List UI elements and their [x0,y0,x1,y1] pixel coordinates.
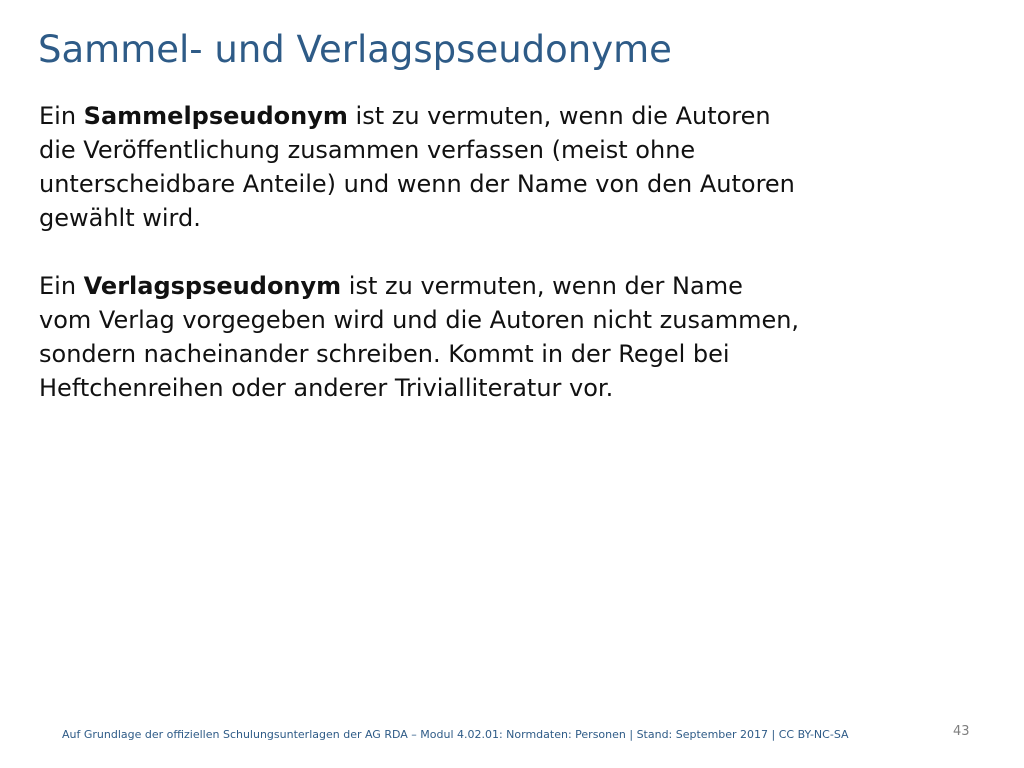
paragraph-line: vom Verlag vorgegeben wird und die Autoren nicht zusammen, [39,306,800,334]
line-text: ist zu vermuten, wenn die Autoren [347,102,771,130]
term-verlagspseudonym: Verlagspseudonym [83,272,342,300]
paragraph-line: unterscheidbare Anteile) und wenn der Name von den Autoren [39,170,795,198]
paragraph-verlagspseudonym [39,269,979,405]
slide-title: Sammel- und Verlagspseudonyme [38,28,672,71]
paragraph-sammelpseudonym [39,99,979,235]
page-number: 43 [953,724,970,739]
paragraph-line: sondern nacheinander schreiben. Kommt in der Regel bei [39,340,730,368]
paragraph-line: die Veröffentlichung zusammen verfassen (meist ohne [39,136,696,164]
line-text: ist zu vermuten, wenn der Name [341,272,743,300]
paragraph-line [39,269,979,303]
term-sammelpseudonym: Sammelpseudonym [83,102,348,130]
line-text: Ein [39,102,84,130]
paragraph-line: gewählt wird. [39,204,201,232]
paragraph-line: Heftchenreihen oder anderer Trivialliteratur vor. [39,374,614,402]
slide-footer: Auf Grundlage der offiziellen Schulungsunterlagen der AG RDA – Modul 4.02.01: Normdaten: Personen | Stand: September 2017 | CC BY-NC-SA [62,728,849,741]
line-text: Ein [39,272,84,300]
paragraph-line [39,99,979,133]
slide-content [39,99,979,439]
